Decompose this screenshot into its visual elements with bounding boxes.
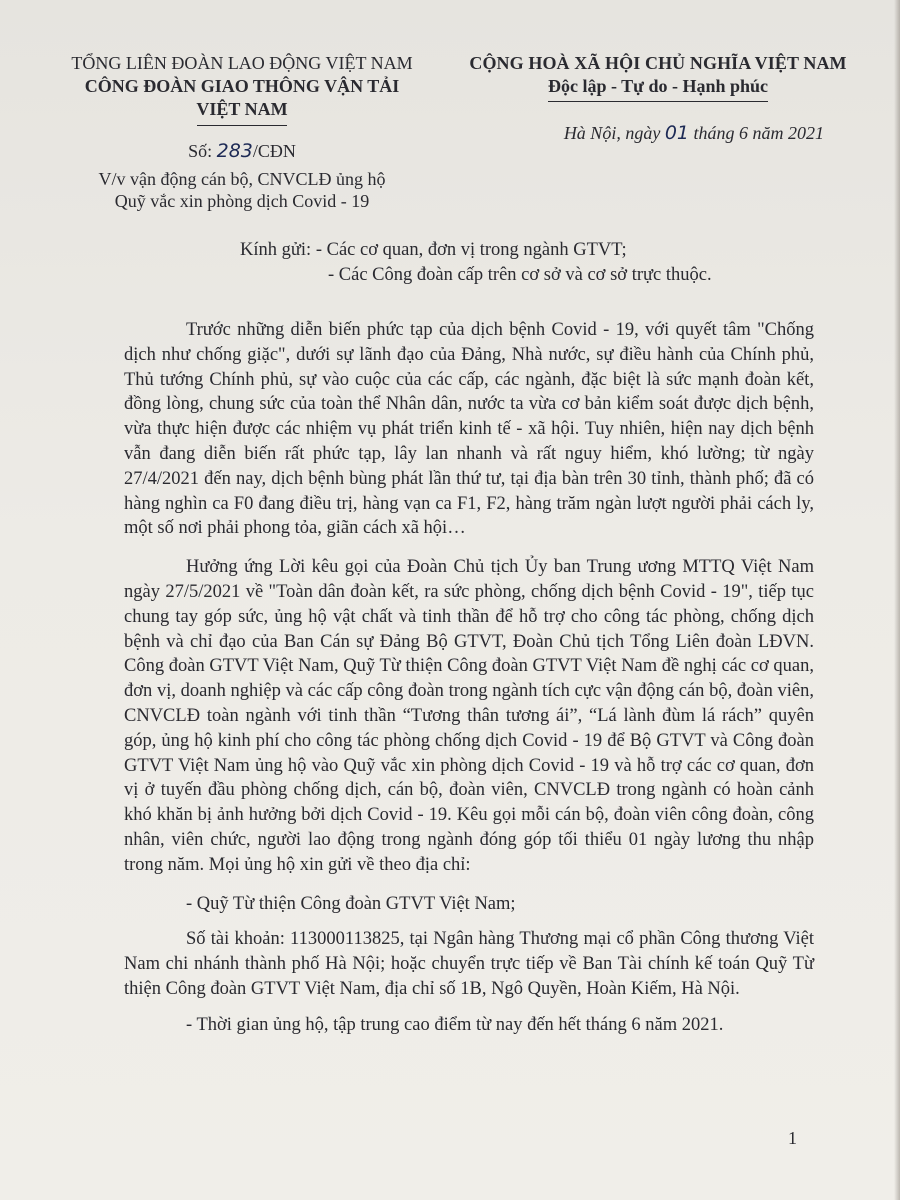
date-suffix: tháng 6 năm 2021 [693,123,824,143]
document-number-suffix: /CĐN [252,141,296,161]
subject-line1: V/v vận động cán bộ, CNVCLĐ ủng hộ [98,169,386,189]
body-paragraph-1: Trước những diễn biến phức tạp của dịch bệnh Covid - 19, với quyết tâm "Chống dịch như chống giặc", dưới sự lãnh đạo của Đảng, Nhà nước, sự điều hành của Chính phủ, Thủ tướng Chính phủ, sự vào cuộc của các cấp, các ngành, đặc biệt là sức mạnh đoàn kết, đồng lòng, chung sức của toàn thể Nhân dân, nước ta vừa cơ bản kiểm soát được dịch bệnh, vừa thực hiện được các nhiệm vụ phát triển kinh tế - xã hội. Tuy nhiên, hiện nay dịch bệnh vẫn đang diễn biến rất phức tạp, lây lan nhanh và rất nguy hiểm, khó lường; từ ngày 27/4/2021 đến nay, dịch bệnh bùng phát lần thứ tư, tại địa bàn trên 30 tỉnh, thành phố; đã có hàng nghìn ca F0 đang điều trị, hàng vạn ca F1, F2, hàng trăm ngàn lượt người phải cách ly, một số nơi phải phong tỏa, giãn cách xã hội… [124,320,814,539]
recipient-row1 [240,238,840,263]
recipient-line2: - Các Công đoàn cấp trên cơ sở và cơ sở trực thuộc. [328,265,712,285]
document-number-handwritten: 283 [216,140,253,162]
recipients-block [240,238,840,288]
national-header-block [448,52,868,145]
date-prefix: Hà Nội, ngày [563,123,661,143]
body-paragraph-3: - Quỹ Từ thiện Công đoàn GTVT Việt Nam; [186,893,516,914]
parent-organization: TỔNG LIÊN ĐOÀN LAO ĐỘNG VIỆT NAM [71,53,413,73]
organization-underline [197,125,287,126]
organization-name-line1: CÔNG ĐOÀN GIAO THÔNG VẬN TẢI [84,76,400,96]
motto-underline [548,101,768,102]
recipients-label: Kính gửi: [240,240,312,260]
organization-name-line2: VIỆT NAM [196,99,288,119]
recipient-line1: - Các cơ quan, đơn vị trong ngành GTVT; [315,240,627,260]
national-motto: Độc lập - Tự do - Hạnh phúc [547,76,769,96]
document-body [124,318,814,1052]
document-subject [62,168,422,212]
subject-line2: Quỹ vắc xin phòng dịch Covid - 19 [114,191,370,211]
body-paragraph-4: Số tài khoản: 113000113825, tại Ngân hàng Thương mại cổ phần Công thương Việt Nam chi nhánh thành phố Hà Nội; hoặc chuyển trực tiếp về Ban Tài chính kế toán Quỹ Từ thiện Công đoàn GTVT Việt Nam, địa chỉ số 1B, Ngô Quyền, Hoàn Kiếm, Hà Nội. [124,929,814,999]
date-day-handwritten: 01 [664,122,689,144]
issuing-organization-block [62,52,422,212]
body-paragraph-5: - Thời gian ủng hộ, tập trung cao điểm từ nay đến hết tháng 6 năm 2021. [186,1014,724,1035]
page-number: 1 [788,1128,797,1148]
body-paragraph-2: Hưởng ứng Lời kêu gọi của Đoàn Chủ tịch Ủy ban Trung ương MTTQ Việt Nam ngày 27/5/2021 về "Toàn dân đoàn kết, ra sức phòng, chống dịch bệnh Covid - 19", tiếp tục chung tay góp sức, ủng hộ vật chất và tinh thần để hỗ trợ cho công tác phòng, chống dịch bệnh và chỉ đạo của Ban Cán sự Đảng Bộ GTVT, Đoàn Chủ tịch Tổng Liên đoàn LĐVN. Công đoàn GTVT Việt Nam, Quỹ Từ thiện Công đoàn GTVT Việt Nam đề nghị các cơ quan, đơn vị, doanh nghiệp và các cấp công đoàn trong ngành tích cực vận động cán bộ, đoàn viên, CNVCLĐ toàn ngành với tinh thần “Tương thân tương ái”, “Lá lành đùm lá rách” quyên góp, ủng hộ kinh phí cho công tác phòng chống dịch Covid - 19 để Bộ GTVT và Công đoàn GTVT Việt Nam ủng hộ vào Quỹ vắc xin phòng dịch Covid - 19 và hỗ trợ các cơ quan, đơn vị ở tuyến đầu phòng chống dịch, cán bộ, đoàn viên, CNVCLĐ trong ngành có hoàn cảnh khó khăn bị ảnh hưởng bởi dịch Covid - 19. Kêu gọi mỗi cán bộ, đoàn viên công đoàn, công nhân, viên chức, người lao động trong ngành đóng góp tối thiểu 01 ngày lương thu nhập trong năm. Mọi ủng hộ xin gửi về theo địa chỉ: [124,557,814,875]
document-date [448,122,868,145]
document-number-prefix: Số: [188,141,213,161]
document-number [62,140,422,163]
national-title: CỘNG HOÀ XÃ HỘI CHỦ NGHĨA VIỆT NAM [469,53,847,73]
page-edge-shadow [894,0,900,1200]
